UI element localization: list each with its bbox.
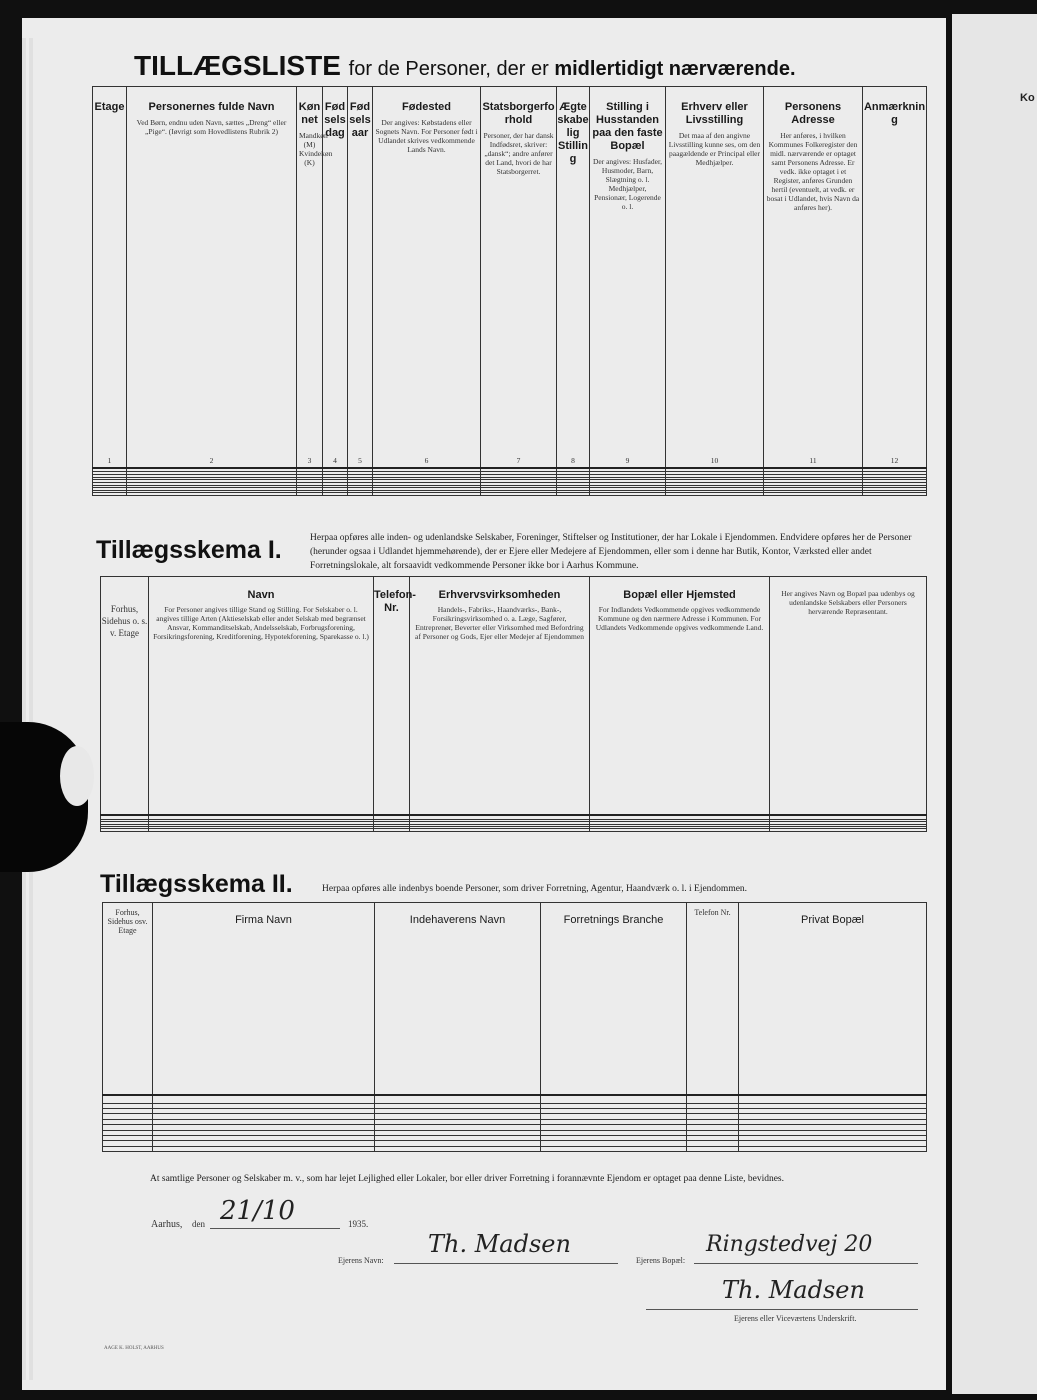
- owner-address-value: Ringstedvej 20: [706, 1232, 873, 1257]
- owner-address-label: Ejerens Bopæl:: [636, 1256, 686, 1265]
- tillaegsliste-col-desc: Personer, der har dansk Indfødsret, skriver: „dansk“; andre anfører det Land, hvori de har Statsborgerret.: [483, 131, 554, 176]
- tillaegsliste-col-number: 2: [209, 456, 214, 466]
- skema1-intro: Herpaa opføres alle inden- og udenlandske Selskaber, Foreninger, Stiftelser og Institutioner, der har Lokale i Ejendommen. Endvidere opføres her de Personer (herunder ogsaa i Udlandet hjemmehørende), der er Ejere eller Medejere af Ejendommen, eller som i denne har Butik, Kontor, Værksted eller andet Forretningslokale, alt forsaavidt vedkommende Personer ikke bor i Aarhus Kommune.: [310, 533, 912, 571]
- tillaegsliste-cell: [863, 493, 927, 496]
- skema1-cell: [101, 829, 149, 832]
- tillaegsliste-col-header: [373, 87, 481, 469]
- year: 1935.: [348, 1219, 369, 1229]
- skema1-col-header: [770, 577, 927, 816]
- skema2-cell: [153, 1146, 375, 1151]
- skema1-col-desc: For Indlandets Vedkommende opgives vedkommende Kommune og den nærmere Adresse i Kommunen. For Udlandets Vedkommende opgives vedkommende Land.: [595, 605, 764, 632]
- tillaegsliste-cell: [666, 493, 764, 496]
- tillaegsliste-title-row: [134, 50, 796, 82]
- tillaegsliste-col-number: 12: [890, 456, 899, 466]
- skema1-cell: [149, 829, 374, 832]
- tillaegsliste-cell: [127, 493, 297, 496]
- tillaegsliste-cell: [348, 493, 373, 496]
- skema2-intro: Herpaa opføres alle indenbys boende Personer, som driver Forretning, Agentur, Haandværk o. l. i Ejendommen.: [322, 884, 748, 894]
- skema2-cell: [375, 1095, 541, 1103]
- tillaegsliste-col-header: [764, 87, 863, 469]
- skema2-col-header: [375, 903, 541, 1096]
- tillaegsliste-col-desc: Der angives: Købstadens eller Sognets Navn. For Personer født i Udlandet skrives vedkommende Lands Navn.: [375, 118, 478, 154]
- tillaegsliste-col-title: Kønnet: [298, 101, 321, 126]
- tillaegsliste-col-desc: Der angives: Husfader, Husmoder, Barn, Slægtning o. l. Medhjælper, Pensionær, Logerende o. l.: [592, 157, 663, 211]
- tillaegsliste-col-number: 9: [625, 456, 630, 466]
- skema1-row: [101, 829, 927, 832]
- tillaegsliste-col-number: 1: [107, 456, 112, 466]
- neighbor-page-fragment: Ko: [1020, 92, 1035, 104]
- owner-name-signature: Th. Madsen: [428, 1230, 571, 1258]
- skema2-cell: [541, 1095, 687, 1103]
- skema1-col-title: Navn: [247, 589, 275, 601]
- tillaegsliste-col-desc: Mandkøn (M) Kvindekøn (K): [299, 131, 333, 167]
- skema1-col-desc: Handels-, Fabriks-, Haandværks-, Bank-, Forsikringsvirksomhed o. a. Læge, Sagfører, Entreprenør, Beverter eller Virksomhed med Befordring af Personer og Gods, Ejer eller Medejer af Ejendommen: [415, 605, 584, 641]
- tillaegsliste-col-title: Fødselsaar: [349, 101, 371, 139]
- skema1-col-title: Telefon-Nr.: [374, 589, 416, 614]
- tillaegsliste-cell: [764, 493, 863, 496]
- tillaegsliste-cell: [93, 493, 127, 496]
- skema2-col-title: Privat Bopæl: [801, 914, 864, 926]
- skema2-col-title: Forhus, Sidehus osv. Etage: [107, 908, 148, 935]
- skema1-col-header: [374, 577, 416, 816]
- tillaegsliste-col-number: 11: [809, 456, 817, 466]
- tillaegsliste-col-header: [481, 87, 557, 469]
- skema1-cell: [590, 829, 770, 832]
- skema1-cell: [410, 829, 590, 832]
- tillaegsliste-row: [93, 493, 927, 496]
- tillaegsliste-col-header: [93, 87, 127, 469]
- tillaegsliste-table: [92, 86, 927, 496]
- skema2-col-header: [687, 903, 739, 1096]
- date-value: 21/10: [220, 1196, 295, 1226]
- skema1-col-title: Forhus, Sidehus o. s. v. Etage: [101, 604, 148, 638]
- skema2-col-title: Indehaverens Navn: [409, 914, 506, 926]
- tillaegsliste-title: TILLÆGSLISTE: [134, 50, 341, 81]
- skema2-cell: [541, 1146, 687, 1151]
- tillaegsliste-col-title: Statsborgerforhold: [482, 101, 555, 126]
- tillaegsliste-col-number: 8: [571, 456, 575, 466]
- skema1-col-desc: Her angives Navn og Bopæl paa udenbys og udenlandske Selskabers eller Personers herværende Repræsentant.: [781, 589, 915, 616]
- tillaegsliste-col-title: Personens Adresse: [784, 101, 842, 126]
- skema1-col-header: [149, 577, 374, 816]
- skema2-cell: [375, 1146, 541, 1151]
- tillaegsliste-col-title: Ægteskabelig Stilling: [557, 101, 589, 165]
- skema2-table: [102, 902, 927, 1152]
- date-label: den: [192, 1219, 205, 1229]
- skema2-cell: [739, 1095, 927, 1103]
- skema2-cell: [739, 1146, 927, 1151]
- place: Aarhus,: [151, 1219, 183, 1230]
- skema1-col-title: Erhvervsvirksomheden: [438, 589, 561, 601]
- skema2-col-header: [541, 903, 687, 1096]
- skema1-col-desc: For Personer angives tillige Stand og Stilling. For Selskaber o. l. angives tillige Arten (Aktieselskab eller andet Selskab med begrænset Ansvar, Kommanditselskab, Andelsselskab, Forbrugsforening, Forsikringsforening, Kreditforening, Hypotekforening, Sparekasse o. l.): [153, 605, 369, 641]
- tillaegsliste-cell: [323, 493, 348, 496]
- tillaegsliste-col-header: [666, 87, 764, 469]
- tillaegsliste-col-header: [323, 87, 348, 469]
- skema2-col-title: Telefon Nr.: [694, 908, 731, 917]
- tillaegsliste-col-desc: Det maa af den angivne Livsstilling kunne ses, om den paagældende er Principal eller Medhjælper.: [668, 131, 761, 167]
- tillaegsliste-cell: [481, 493, 557, 496]
- skema2-row: [103, 1095, 927, 1103]
- skema2-cell: [687, 1146, 739, 1151]
- skema1-col-header: [410, 577, 590, 816]
- tillaegsliste-col-title: Personernes fulde Navn: [148, 101, 275, 113]
- caretaker-label: Ejerens eller Viceværtens Underskrift.: [734, 1314, 857, 1323]
- skema1-cell: [770, 829, 927, 832]
- neighbor-page: [952, 14, 1037, 1394]
- tillaegsliste-col-number: 10: [710, 456, 719, 466]
- thumb: [0, 722, 88, 872]
- tillaegsliste-col-number: 5: [358, 456, 362, 466]
- owner-name-label: Ejerens Navn:: [338, 1256, 384, 1265]
- skema1-cell: [374, 829, 410, 832]
- tillaegsliste-col-number: 7: [516, 456, 521, 466]
- skema2-cell: [687, 1095, 739, 1103]
- tillaegsliste-col-desc: Ved Børn, endnu uden Navn, sættes „Dreng“ eller „Pige“. (Iøvrigt som Hovedlistens Rubrik 2): [136, 118, 287, 136]
- skema1-col-title: Bopæl eller Hjemsted: [623, 589, 736, 601]
- tillaegsliste-col-title: Stilling i Husstanden paa den faste Bopæl: [592, 101, 663, 152]
- skema1-col-header: [590, 577, 770, 816]
- tillaegsliste-title-rest: for de Personer, der er midlertidigt nærværende.: [348, 58, 796, 80]
- tillaegsliste-cell: [373, 493, 481, 496]
- tillaegsliste-col-desc: Her anføres, i hvilken Kommunes Folkeregister den midl. nærværende er optaget samt Personens Adresse. Er vedk. ikke optaget i et Register, anføres Grunden hertil (eventuelt, at vedk. er bosat i Udlandet, hvis Navn da anføres her).: [766, 131, 860, 212]
- skema1-col-header: [101, 577, 149, 816]
- tillaegsliste-col-title: Erhverv eller Livsstilling: [681, 101, 748, 126]
- skema2-col-title: Firma Navn: [235, 914, 292, 926]
- skema2-row: [103, 1146, 927, 1151]
- tillaegsliste-col-header: [863, 87, 927, 469]
- tillaegsliste-col-title: Fødselsdag: [324, 101, 346, 139]
- skema2-col-header: [739, 903, 927, 1096]
- tillaegsliste-cell: [297, 493, 323, 496]
- tillaegsliste-col-number: 6: [424, 456, 429, 466]
- skema2-cell: [103, 1095, 153, 1103]
- tillaegsliste-col-header: [297, 87, 333, 469]
- skema2-cell: [103, 1146, 153, 1151]
- tillaegsliste-cell: [557, 493, 590, 496]
- skema2-col-title: Forretnings Branche: [563, 914, 664, 926]
- tillaegsliste-col-title: Fødested: [402, 101, 451, 113]
- tillaegsliste-col-header: [348, 87, 373, 469]
- skema2-cell: [153, 1095, 375, 1103]
- tillaegsliste-col-title: Etage: [94, 101, 125, 113]
- skema1-title: Tillægsskema I.: [96, 536, 282, 564]
- skema2-col-header: [153, 903, 375, 1096]
- tillaegsliste-col-header: [590, 87, 666, 469]
- attestation-text: At samtlige Personer og Selskaber m. v., som har lejet Lejlighed eller Lokaler, bor eller driver Forretning i forannævnte Ejendom er optaget paa denne Liste, bevidnes.: [150, 1174, 784, 1184]
- tillaegsliste-col-number: 3: [307, 456, 312, 466]
- tillaegsliste-col-header: [557, 87, 590, 469]
- tillaegsliste-col-title: Anmærkning: [863, 101, 926, 126]
- tillaegsliste-col-header: [127, 87, 297, 469]
- skema2-title: Tillægsskema II.: [100, 870, 293, 898]
- skema2-col-header: [103, 903, 153, 1096]
- tillaegsliste-cell: [590, 493, 666, 496]
- printer-mark: AAGE K. HOLST, AARHUS: [104, 1346, 164, 1351]
- tillaegsliste-col-number: 4: [333, 456, 337, 466]
- skema1-table: [100, 576, 927, 832]
- caretaker-signature: Th. Madsen: [722, 1276, 865, 1304]
